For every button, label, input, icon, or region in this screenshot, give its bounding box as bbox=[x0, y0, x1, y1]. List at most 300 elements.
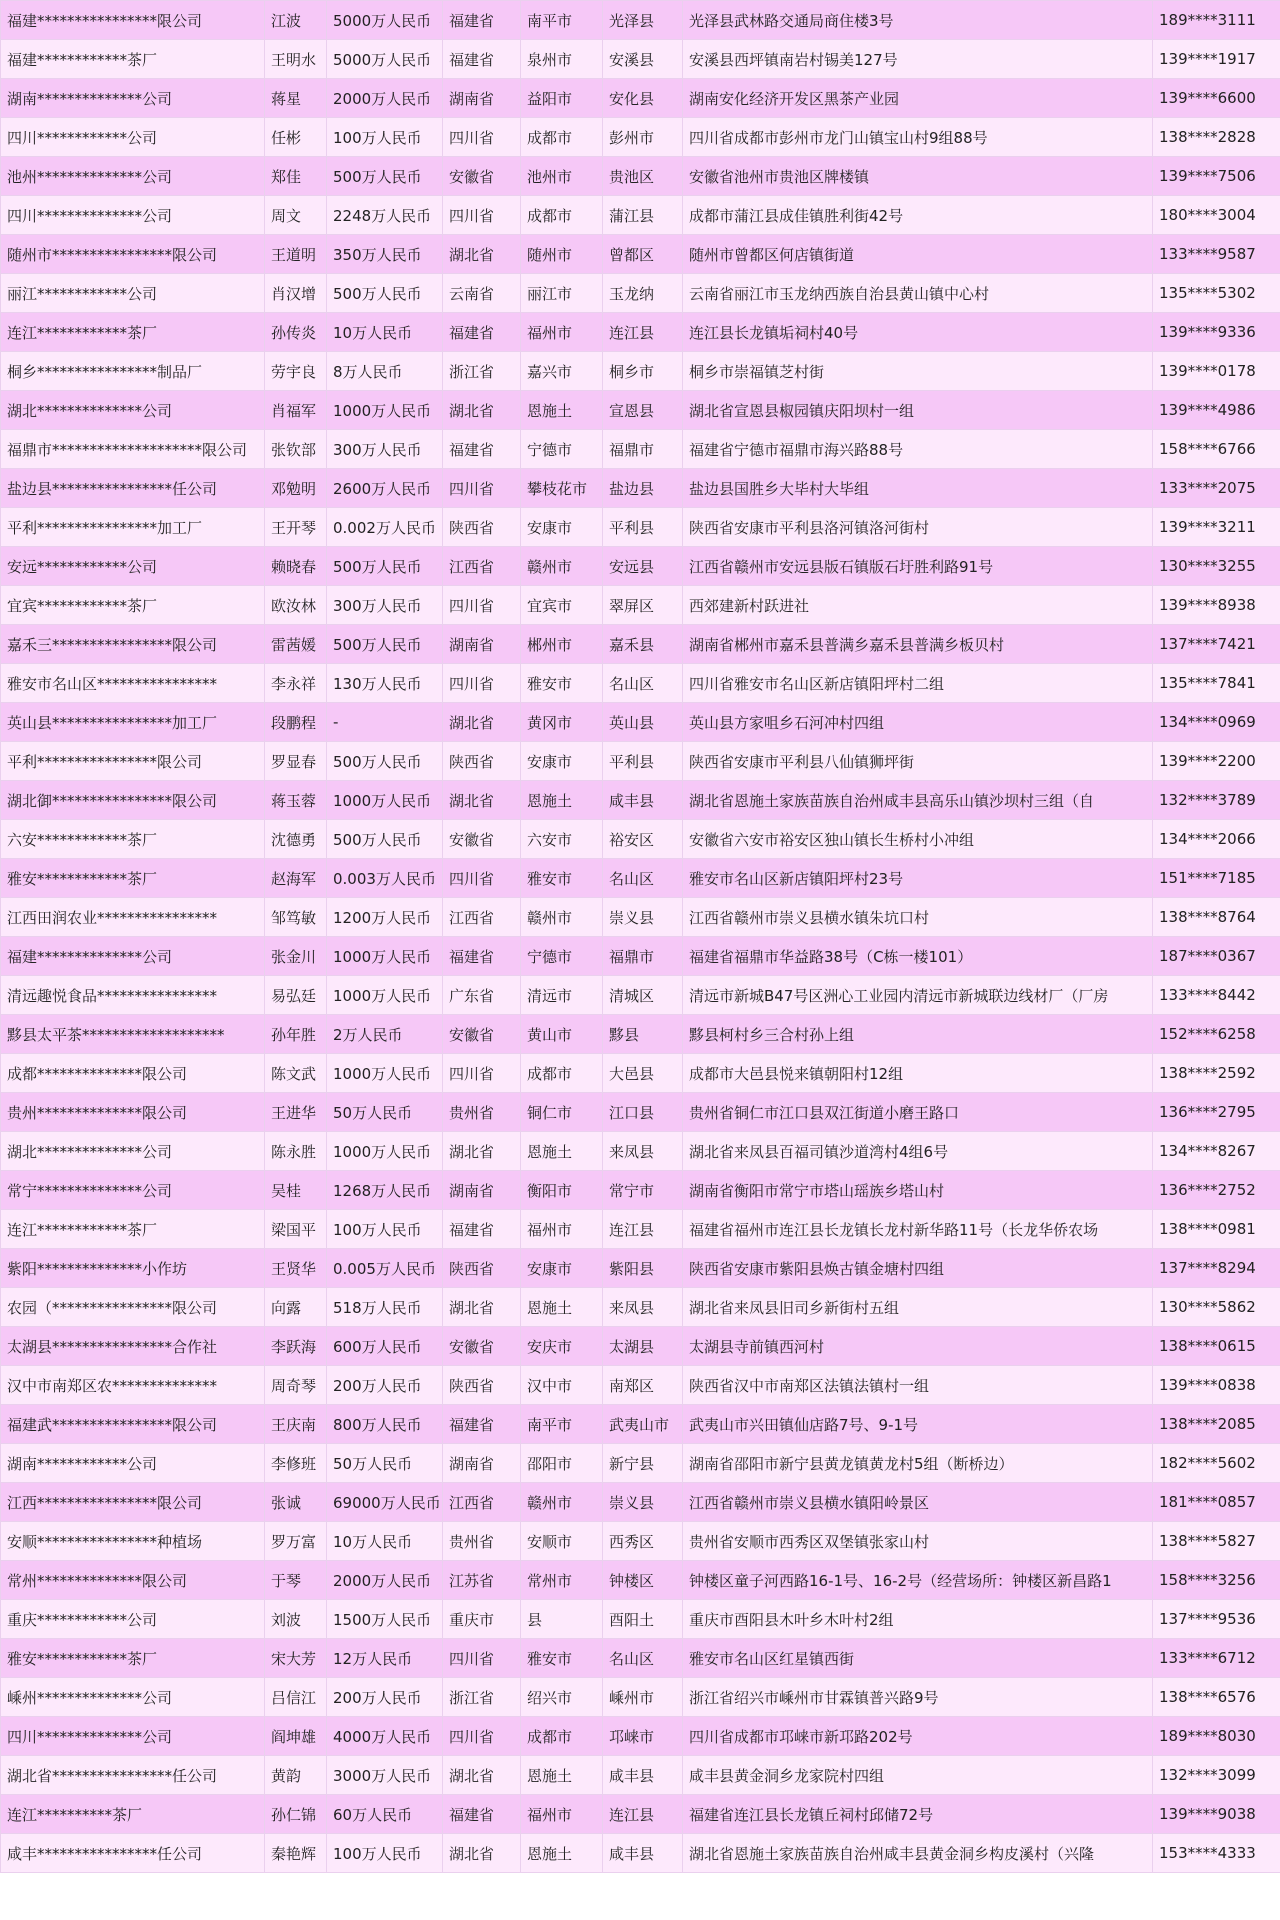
company-name-cell: 成都**************限公司 bbox=[1, 1054, 265, 1093]
province-cell: 重庆市 bbox=[443, 1600, 521, 1639]
company-name-cell: 连江************茶厂 bbox=[1, 313, 265, 352]
legal-rep-cell: 王庆南 bbox=[265, 1405, 327, 1444]
province-cell: 四川省 bbox=[443, 196, 521, 235]
province-cell: 浙江省 bbox=[443, 1678, 521, 1717]
registered-capital-cell: 4000万人民币 bbox=[327, 1717, 443, 1756]
company-name-cell: 常州**************限公司 bbox=[1, 1561, 265, 1600]
registered-capital-cell: 100万人民币 bbox=[327, 1210, 443, 1249]
city-cell: 赣州市 bbox=[521, 898, 603, 937]
city-cell: 攀枝花市 bbox=[521, 469, 603, 508]
address-cell: 太湖县寺前镇西河村 bbox=[683, 1327, 1153, 1366]
address-cell: 重庆市酉阳县木叶乡木叶村2组 bbox=[683, 1600, 1153, 1639]
city-cell: 六安市 bbox=[521, 820, 603, 859]
county-cell: 平利县 bbox=[603, 508, 683, 547]
phone-cell: 137****7421 bbox=[1153, 625, 1280, 664]
city-cell: 雅安市 bbox=[521, 1639, 603, 1678]
table-row bbox=[1, 430, 1280, 469]
registered-capital-cell: 1268万人民币 bbox=[327, 1171, 443, 1210]
province-cell: 四川省 bbox=[443, 586, 521, 625]
county-cell: 咸丰县 bbox=[603, 1756, 683, 1795]
county-cell: 大邑县 bbox=[603, 1054, 683, 1093]
company-name-cell: 农园（****************限公司 bbox=[1, 1288, 265, 1327]
phone-cell: 182****5602 bbox=[1153, 1444, 1280, 1483]
registered-capital-cell: 0.002万人民币 bbox=[327, 508, 443, 547]
legal-rep-cell: 于琴 bbox=[265, 1561, 327, 1600]
province-cell: 福建省 bbox=[443, 1210, 521, 1249]
legal-rep-cell: 王明水 bbox=[265, 40, 327, 79]
registered-capital-cell: 500万人民币 bbox=[327, 274, 443, 313]
company-name-cell: 福建武****************限公司 bbox=[1, 1405, 265, 1444]
province-cell: 云南省 bbox=[443, 274, 521, 313]
phone-cell: 138****2085 bbox=[1153, 1405, 1280, 1444]
address-cell: 成都市蒲江县成佳镇胜利街42号 bbox=[683, 196, 1153, 235]
county-cell: 名山区 bbox=[603, 859, 683, 898]
address-cell: 陕西省汉中市南郑区法镇法镇村一组 bbox=[683, 1366, 1153, 1405]
address-cell: 贵州省安顺市西秀区双堡镇张家山村 bbox=[683, 1522, 1153, 1561]
county-cell: 邛崃市 bbox=[603, 1717, 683, 1756]
legal-rep-cell: 段鹏程 bbox=[265, 703, 327, 742]
county-cell: 玉龙纳 bbox=[603, 274, 683, 313]
table-row bbox=[1, 1327, 1280, 1366]
address-cell: 雅安市名山区新店镇阳坪村23号 bbox=[683, 859, 1153, 898]
registered-capital-cell: 2000万人民币 bbox=[327, 1561, 443, 1600]
address-cell: 光泽县武林路交通局商住楼3号 bbox=[683, 1, 1153, 40]
phone-cell: 137****8294 bbox=[1153, 1249, 1280, 1288]
legal-rep-cell: 陈文武 bbox=[265, 1054, 327, 1093]
legal-rep-cell: 秦艳辉 bbox=[265, 1834, 327, 1873]
legal-rep-cell: 蒋玉蓉 bbox=[265, 781, 327, 820]
registered-capital-cell: 69000万人民币 bbox=[327, 1483, 443, 1522]
legal-rep-cell: 罗万富 bbox=[265, 1522, 327, 1561]
address-cell: 安徽省池州市贵池区牌楼镇 bbox=[683, 157, 1153, 196]
province-cell: 安徽省 bbox=[443, 820, 521, 859]
table-row bbox=[1, 352, 1280, 391]
address-cell: 浙江省绍兴市嵊州市甘霖镇普兴路9号 bbox=[683, 1678, 1153, 1717]
county-cell: 曾都区 bbox=[603, 235, 683, 274]
registered-capital-cell: - bbox=[327, 703, 443, 742]
company-name-cell: 丽江************公司 bbox=[1, 274, 265, 313]
registered-capital-cell: 1200万人民币 bbox=[327, 898, 443, 937]
registered-capital-cell: 12万人民币 bbox=[327, 1639, 443, 1678]
city-cell: 郴州市 bbox=[521, 625, 603, 664]
address-cell: 陕西省安康市紫阳县焕古镇金塘村四组 bbox=[683, 1249, 1153, 1288]
city-cell: 嘉兴市 bbox=[521, 352, 603, 391]
legal-rep-cell: 赵海军 bbox=[265, 859, 327, 898]
company-name-cell: 随州市****************限公司 bbox=[1, 235, 265, 274]
registered-capital-cell: 2万人民币 bbox=[327, 1015, 443, 1054]
city-cell: 南平市 bbox=[521, 1, 603, 40]
phone-cell: 133****8442 bbox=[1153, 976, 1280, 1015]
city-cell: 清远市 bbox=[521, 976, 603, 1015]
registered-capital-cell: 1000万人民币 bbox=[327, 391, 443, 430]
city-cell: 成都市 bbox=[521, 196, 603, 235]
phone-cell: 134****0969 bbox=[1153, 703, 1280, 742]
registered-capital-cell: 500万人民币 bbox=[327, 547, 443, 586]
phone-cell: 134****2066 bbox=[1153, 820, 1280, 859]
province-cell: 湖北省 bbox=[443, 1756, 521, 1795]
table-row bbox=[1, 1561, 1280, 1600]
registered-capital-cell: 5000万人民币 bbox=[327, 40, 443, 79]
phone-cell: 133****2075 bbox=[1153, 469, 1280, 508]
registered-capital-cell: 8万人民币 bbox=[327, 352, 443, 391]
county-cell: 安远县 bbox=[603, 547, 683, 586]
province-cell: 安徽省 bbox=[443, 157, 521, 196]
province-cell: 四川省 bbox=[443, 469, 521, 508]
registered-capital-cell: 0.003万人民币 bbox=[327, 859, 443, 898]
province-cell: 陕西省 bbox=[443, 742, 521, 781]
legal-rep-cell: 蒋星 bbox=[265, 79, 327, 118]
table-row bbox=[1, 1015, 1280, 1054]
phone-cell: 152****6258 bbox=[1153, 1015, 1280, 1054]
table-row bbox=[1, 1249, 1280, 1288]
city-cell: 县 bbox=[521, 1600, 603, 1639]
registered-capital-cell: 1000万人民币 bbox=[327, 781, 443, 820]
address-cell: 成都市大邑县悦来镇朝阳村12组 bbox=[683, 1054, 1153, 1093]
province-cell: 湖南省 bbox=[443, 1444, 521, 1483]
phone-cell: 180****3004 bbox=[1153, 196, 1280, 235]
province-cell: 湖北省 bbox=[443, 1132, 521, 1171]
address-cell: 陕西省安康市平利县洛河镇洛河街村 bbox=[683, 508, 1153, 547]
company-name-cell: 江西田润农业**************** bbox=[1, 898, 265, 937]
province-cell: 福建省 bbox=[443, 937, 521, 976]
address-cell: 桐乡市崇福镇芝村街 bbox=[683, 352, 1153, 391]
table-row bbox=[1, 1, 1280, 40]
table-row bbox=[1, 391, 1280, 430]
table-row bbox=[1, 1483, 1280, 1522]
company-name-cell: 嘉禾三****************限公司 bbox=[1, 625, 265, 664]
county-cell: 安溪县 bbox=[603, 40, 683, 79]
address-cell: 安徽省六安市裕安区独山镇长生桥村小冲组 bbox=[683, 820, 1153, 859]
city-cell: 安康市 bbox=[521, 742, 603, 781]
county-cell: 武夷山市 bbox=[603, 1405, 683, 1444]
county-cell: 酉阳土 bbox=[603, 1600, 683, 1639]
registered-capital-cell: 300万人民币 bbox=[327, 586, 443, 625]
legal-rep-cell: 欧汝林 bbox=[265, 586, 327, 625]
legal-rep-cell: 周文 bbox=[265, 196, 327, 235]
registered-capital-cell: 50万人民币 bbox=[327, 1444, 443, 1483]
address-cell: 连江县长龙镇垢祠村40号 bbox=[683, 313, 1153, 352]
company-name-cell: 四川************公司 bbox=[1, 118, 265, 157]
address-cell: 咸丰县黄金洞乡龙家院村四组 bbox=[683, 1756, 1153, 1795]
county-cell: 江口县 bbox=[603, 1093, 683, 1132]
address-cell: 英山县方家咀乡石河冲村四组 bbox=[683, 703, 1153, 742]
phone-cell: 135****7841 bbox=[1153, 664, 1280, 703]
province-cell: 四川省 bbox=[443, 859, 521, 898]
table-row bbox=[1, 1210, 1280, 1249]
city-cell: 绍兴市 bbox=[521, 1678, 603, 1717]
legal-rep-cell: 易弘廷 bbox=[265, 976, 327, 1015]
county-cell: 西秀区 bbox=[603, 1522, 683, 1561]
table-row bbox=[1, 313, 1280, 352]
city-cell: 邵阳市 bbox=[521, 1444, 603, 1483]
company-name-cell: 福建****************限公司 bbox=[1, 1, 265, 40]
county-cell: 连江县 bbox=[603, 313, 683, 352]
county-cell: 桐乡市 bbox=[603, 352, 683, 391]
county-cell: 翠屏区 bbox=[603, 586, 683, 625]
company-name-cell: 嵊州**************公司 bbox=[1, 1678, 265, 1717]
registered-capital-cell: 100万人民币 bbox=[327, 118, 443, 157]
county-cell: 蒲江县 bbox=[603, 196, 683, 235]
phone-cell: 137****9536 bbox=[1153, 1600, 1280, 1639]
registered-capital-cell: 2600万人民币 bbox=[327, 469, 443, 508]
county-cell: 嵊州市 bbox=[603, 1678, 683, 1717]
table-row bbox=[1, 859, 1280, 898]
company-name-cell: 江西****************限公司 bbox=[1, 1483, 265, 1522]
phone-cell: 130****5862 bbox=[1153, 1288, 1280, 1327]
table-row bbox=[1, 781, 1280, 820]
company-name-cell: 紫阳**************小作坊 bbox=[1, 1249, 265, 1288]
phone-cell: 138****0615 bbox=[1153, 1327, 1280, 1366]
legal-rep-cell: 王道明 bbox=[265, 235, 327, 274]
legal-rep-cell: 黄韵 bbox=[265, 1756, 327, 1795]
legal-rep-cell: 李跃海 bbox=[265, 1327, 327, 1366]
county-cell: 彭州市 bbox=[603, 118, 683, 157]
address-cell: 西郊建新村跃进社 bbox=[683, 586, 1153, 625]
company-name-cell: 盐边县****************任公司 bbox=[1, 469, 265, 508]
registered-capital-cell: 500万人民币 bbox=[327, 625, 443, 664]
county-cell: 安化县 bbox=[603, 79, 683, 118]
city-cell: 恩施土 bbox=[521, 1288, 603, 1327]
registered-capital-cell: 1000万人民币 bbox=[327, 937, 443, 976]
city-cell: 安康市 bbox=[521, 1249, 603, 1288]
address-cell: 福建省连江县长龙镇丘祠村邱储72号 bbox=[683, 1795, 1153, 1834]
table-row bbox=[1, 976, 1280, 1015]
registered-capital-cell: 200万人民币 bbox=[327, 1678, 443, 1717]
company-name-cell: 湖北**************公司 bbox=[1, 1132, 265, 1171]
address-cell: 江西省赣州市崇义县横水镇阳岭景区 bbox=[683, 1483, 1153, 1522]
legal-rep-cell: 邓勉明 bbox=[265, 469, 327, 508]
province-cell: 湖北省 bbox=[443, 703, 521, 742]
legal-rep-cell: 雷茜媛 bbox=[265, 625, 327, 664]
province-cell: 湖南省 bbox=[443, 625, 521, 664]
legal-rep-cell: 肖福军 bbox=[265, 391, 327, 430]
county-cell: 黟县 bbox=[603, 1015, 683, 1054]
legal-rep-cell: 向露 bbox=[265, 1288, 327, 1327]
phone-cell: 139****9038 bbox=[1153, 1795, 1280, 1834]
province-cell: 福建省 bbox=[443, 313, 521, 352]
county-cell: 太湖县 bbox=[603, 1327, 683, 1366]
phone-cell: 139****9336 bbox=[1153, 313, 1280, 352]
table-row bbox=[1, 79, 1280, 118]
phone-cell: 139****3211 bbox=[1153, 508, 1280, 547]
province-cell: 贵州省 bbox=[443, 1093, 521, 1132]
province-cell: 湖北省 bbox=[443, 1288, 521, 1327]
company-name-cell: 汉中市南郑区农************** bbox=[1, 1366, 265, 1405]
company-name-cell: 雅安************茶厂 bbox=[1, 1639, 265, 1678]
address-cell: 盐边县国胜乡大毕村大毕组 bbox=[683, 469, 1153, 508]
city-cell: 安康市 bbox=[521, 508, 603, 547]
province-cell: 陕西省 bbox=[443, 508, 521, 547]
address-cell: 贵州省铜仁市江口县双江街道小磨王路口 bbox=[683, 1093, 1153, 1132]
county-cell: 新宁县 bbox=[603, 1444, 683, 1483]
phone-cell: 130****3255 bbox=[1153, 547, 1280, 586]
legal-rep-cell: 吴桂 bbox=[265, 1171, 327, 1210]
province-cell: 四川省 bbox=[443, 664, 521, 703]
city-cell: 黄冈市 bbox=[521, 703, 603, 742]
company-name-cell: 湖北省****************任公司 bbox=[1, 1756, 265, 1795]
company-name-cell: 咸丰****************任公司 bbox=[1, 1834, 265, 1873]
table-row bbox=[1, 1639, 1280, 1678]
company-name-cell: 湖北**************公司 bbox=[1, 391, 265, 430]
table-row bbox=[1, 937, 1280, 976]
table-row bbox=[1, 274, 1280, 313]
city-cell: 成都市 bbox=[521, 1054, 603, 1093]
province-cell: 四川省 bbox=[443, 1639, 521, 1678]
county-cell: 裕安区 bbox=[603, 820, 683, 859]
county-cell: 钟楼区 bbox=[603, 1561, 683, 1600]
legal-rep-cell: 孙传炎 bbox=[265, 313, 327, 352]
registered-capital-cell: 518万人民币 bbox=[327, 1288, 443, 1327]
registered-capital-cell: 1500万人民币 bbox=[327, 1600, 443, 1639]
phone-cell: 135****5302 bbox=[1153, 274, 1280, 313]
company-name-cell: 四川**************公司 bbox=[1, 1717, 265, 1756]
company-name-cell: 连江************茶厂 bbox=[1, 1210, 265, 1249]
company-name-cell: 安顺****************种植场 bbox=[1, 1522, 265, 1561]
company-name-cell: 重庆************公司 bbox=[1, 1600, 265, 1639]
province-cell: 福建省 bbox=[443, 1795, 521, 1834]
county-cell: 紫阳县 bbox=[603, 1249, 683, 1288]
address-cell: 江西省赣州市安远县版石镇版石圩胜利路91号 bbox=[683, 547, 1153, 586]
registered-capital-cell: 350万人民币 bbox=[327, 235, 443, 274]
table-row bbox=[1, 1834, 1280, 1873]
county-cell: 福鼎市 bbox=[603, 430, 683, 469]
address-cell: 福建省福州市连江县长龙镇长龙村新华路11号（长龙华侨农场 bbox=[683, 1210, 1153, 1249]
company-name-cell: 湖北御****************限公司 bbox=[1, 781, 265, 820]
city-cell: 恩施土 bbox=[521, 1834, 603, 1873]
company-table-body bbox=[1, 1, 1280, 1873]
phone-cell: 139****7506 bbox=[1153, 157, 1280, 196]
table-row bbox=[1, 742, 1280, 781]
registered-capital-cell: 60万人民币 bbox=[327, 1795, 443, 1834]
phone-cell: 136****2795 bbox=[1153, 1093, 1280, 1132]
table-row bbox=[1, 820, 1280, 859]
province-cell: 江西省 bbox=[443, 1483, 521, 1522]
province-cell: 湖南省 bbox=[443, 79, 521, 118]
table-row bbox=[1, 547, 1280, 586]
phone-cell: 133****9587 bbox=[1153, 235, 1280, 274]
city-cell: 恩施土 bbox=[521, 1132, 603, 1171]
phone-cell: 139****8938 bbox=[1153, 586, 1280, 625]
table-row bbox=[1, 1405, 1280, 1444]
county-cell: 咸丰县 bbox=[603, 1834, 683, 1873]
legal-rep-cell: 刘波 bbox=[265, 1600, 327, 1639]
phone-cell: 139****1917 bbox=[1153, 40, 1280, 79]
table-row bbox=[1, 664, 1280, 703]
registered-capital-cell: 10万人民币 bbox=[327, 313, 443, 352]
address-cell: 四川省成都市邛崃市新邛路202号 bbox=[683, 1717, 1153, 1756]
company-name-cell: 福建************茶厂 bbox=[1, 40, 265, 79]
county-cell: 名山区 bbox=[603, 1639, 683, 1678]
table-row bbox=[1, 1678, 1280, 1717]
phone-cell: 138****6576 bbox=[1153, 1678, 1280, 1717]
phone-cell: 138****8764 bbox=[1153, 898, 1280, 937]
company-name-cell: 安远************公司 bbox=[1, 547, 265, 586]
city-cell: 安庆市 bbox=[521, 1327, 603, 1366]
city-cell: 成都市 bbox=[521, 118, 603, 157]
company-name-cell: 平利****************限公司 bbox=[1, 742, 265, 781]
city-cell: 随州市 bbox=[521, 235, 603, 274]
county-cell: 崇义县 bbox=[603, 898, 683, 937]
city-cell: 宁德市 bbox=[521, 937, 603, 976]
phone-cell: 153****4333 bbox=[1153, 1834, 1280, 1873]
legal-rep-cell: 王贤华 bbox=[265, 1249, 327, 1288]
table-row bbox=[1, 1522, 1280, 1561]
legal-rep-cell: 王进华 bbox=[265, 1093, 327, 1132]
city-cell: 池州市 bbox=[521, 157, 603, 196]
registered-capital-cell: 1000万人民币 bbox=[327, 1054, 443, 1093]
registered-capital-cell: 500万人民币 bbox=[327, 742, 443, 781]
city-cell: 宜宾市 bbox=[521, 586, 603, 625]
city-cell: 赣州市 bbox=[521, 1483, 603, 1522]
county-cell: 贵池区 bbox=[603, 157, 683, 196]
table-row bbox=[1, 1600, 1280, 1639]
city-cell: 福州市 bbox=[521, 313, 603, 352]
legal-rep-cell: 李永祥 bbox=[265, 664, 327, 703]
table-row bbox=[1, 508, 1280, 547]
registered-capital-cell: 2248万人民币 bbox=[327, 196, 443, 235]
legal-rep-cell: 罗显春 bbox=[265, 742, 327, 781]
city-cell: 雅安市 bbox=[521, 859, 603, 898]
legal-rep-cell: 王开琴 bbox=[265, 508, 327, 547]
phone-cell: 138****0981 bbox=[1153, 1210, 1280, 1249]
province-cell: 贵州省 bbox=[443, 1522, 521, 1561]
province-cell: 安徽省 bbox=[443, 1327, 521, 1366]
registered-capital-cell: 500万人民币 bbox=[327, 157, 443, 196]
company-name-cell: 清远趣悦食品**************** bbox=[1, 976, 265, 1015]
table-row bbox=[1, 1132, 1280, 1171]
registered-capital-cell: 3000万人民币 bbox=[327, 1756, 443, 1795]
company-name-cell: 贵州**************限公司 bbox=[1, 1093, 265, 1132]
province-cell: 广东省 bbox=[443, 976, 521, 1015]
company-name-cell: 宜宾************茶厂 bbox=[1, 586, 265, 625]
phone-cell: 138****2592 bbox=[1153, 1054, 1280, 1093]
address-cell: 云南省丽江市玉龙纳西族自治县黄山镇中心村 bbox=[683, 274, 1153, 313]
county-cell: 福鼎市 bbox=[603, 937, 683, 976]
company-name-cell: 福鼎市********************限公司 bbox=[1, 430, 265, 469]
address-cell: 湖南省衡阳市常宁市塔山瑶族乡塔山村 bbox=[683, 1171, 1153, 1210]
company-name-cell: 池州**************公司 bbox=[1, 157, 265, 196]
table-row bbox=[1, 40, 1280, 79]
phone-cell: 181****0857 bbox=[1153, 1483, 1280, 1522]
county-cell: 盐边县 bbox=[603, 469, 683, 508]
registered-capital-cell: 500万人民币 bbox=[327, 820, 443, 859]
table-row bbox=[1, 1756, 1280, 1795]
county-cell: 南郑区 bbox=[603, 1366, 683, 1405]
registered-capital-cell: 1000万人民币 bbox=[327, 1132, 443, 1171]
legal-rep-cell: 劳宇良 bbox=[265, 352, 327, 391]
table-row bbox=[1, 469, 1280, 508]
legal-rep-cell: 张金川 bbox=[265, 937, 327, 976]
province-cell: 湖南省 bbox=[443, 1171, 521, 1210]
county-cell: 光泽县 bbox=[603, 1, 683, 40]
phone-cell: 134****8267 bbox=[1153, 1132, 1280, 1171]
province-cell: 湖北省 bbox=[443, 1834, 521, 1873]
registered-capital-cell: 100万人民币 bbox=[327, 1834, 443, 1873]
county-cell: 咸丰县 bbox=[603, 781, 683, 820]
registered-capital-cell: 200万人民币 bbox=[327, 1366, 443, 1405]
legal-rep-cell: 沈德勇 bbox=[265, 820, 327, 859]
table-row bbox=[1, 1288, 1280, 1327]
legal-rep-cell: 邹笃敏 bbox=[265, 898, 327, 937]
province-cell: 安徽省 bbox=[443, 1015, 521, 1054]
table-row bbox=[1, 157, 1280, 196]
province-cell: 江西省 bbox=[443, 898, 521, 937]
legal-rep-cell: 梁国平 bbox=[265, 1210, 327, 1249]
registered-capital-cell: 0.005万人民币 bbox=[327, 1249, 443, 1288]
company-name-cell: 湖南**************公司 bbox=[1, 79, 265, 118]
county-cell: 宣恩县 bbox=[603, 391, 683, 430]
city-cell: 恩施土 bbox=[521, 781, 603, 820]
